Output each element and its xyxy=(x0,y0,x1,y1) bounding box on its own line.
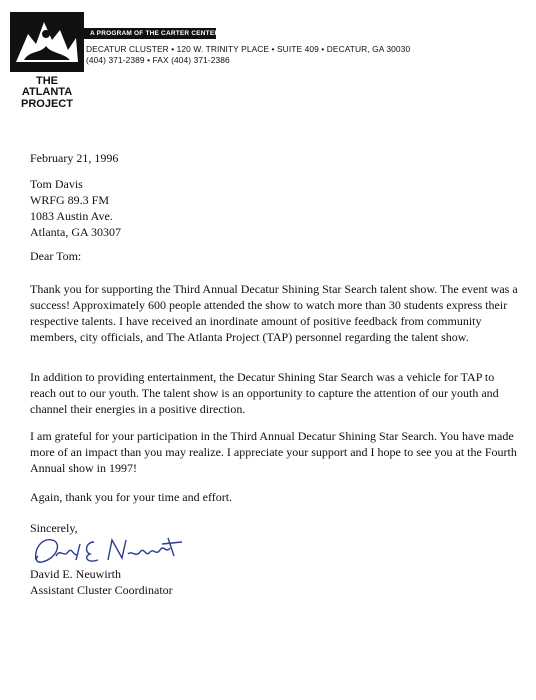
program-banner: A PROGRAM OF THE CARTER CENTER xyxy=(84,28,216,39)
logo-text-project: PROJECT xyxy=(21,98,73,110)
recipient-block xyxy=(30,176,121,240)
recipient-city: Atlanta, GA 30307 xyxy=(30,225,121,239)
handwritten-signature xyxy=(28,530,188,568)
address-line: DECATUR CLUSTER • 120 W. TRINITY PLACE • SUITE 409 • DECATUR, GA 30030 xyxy=(86,44,411,54)
closing: Sincerely, xyxy=(30,521,78,535)
paragraph-3: I am grateful for your participation in the Third Annual Decatur Shining Star Search. You have made more of an impact than you may realize. I appreciate your support and I hope to see you at the Fourth Annual show in 1997! xyxy=(30,429,517,475)
paragraph-4: Again, thank you for your time and effort. xyxy=(30,490,233,504)
salutation: Dear Tom: xyxy=(30,249,82,263)
atlanta-project-logo xyxy=(10,10,84,110)
letterhead-address xyxy=(86,44,410,66)
logo-text-the: THE xyxy=(36,75,58,87)
logo-text-atlanta: ATLANTA xyxy=(21,86,73,98)
paragraph-1: Thank you for supporting the Third Annual Decatur Shining Star Search talent show. The event was a success! Approximately 600 people attended the show to watch more than 30 students express their respective talents. I have received an inordinate amount of positive feedback from community members, city officials, and The Atlanta Project (TAP) personnel regarding the talent show. xyxy=(30,282,518,344)
signer-name: David E. Neuwirth xyxy=(30,567,121,581)
letter-date: February 21, 1996 xyxy=(30,151,119,165)
signer-title: Assistant Cluster Coordinator xyxy=(30,583,173,597)
recipient-street: 1083 Austin Ave. xyxy=(30,209,113,223)
signer-block xyxy=(30,566,173,598)
paragraph-2: In addition to providing entertainment, the Decatur Shining Star Search was a vehicle for TAP to reach out to our youth. The talent show is an opportunity to capture the attention of our youth and channel their energies in a positive direction. xyxy=(30,370,499,416)
recipient-name: Tom Davis xyxy=(30,177,83,191)
recipient-organization: WRFG 89.3 FM xyxy=(30,193,110,207)
phone-line: (404) 371-2389 • FAX (404) 371-2386 xyxy=(86,55,230,65)
